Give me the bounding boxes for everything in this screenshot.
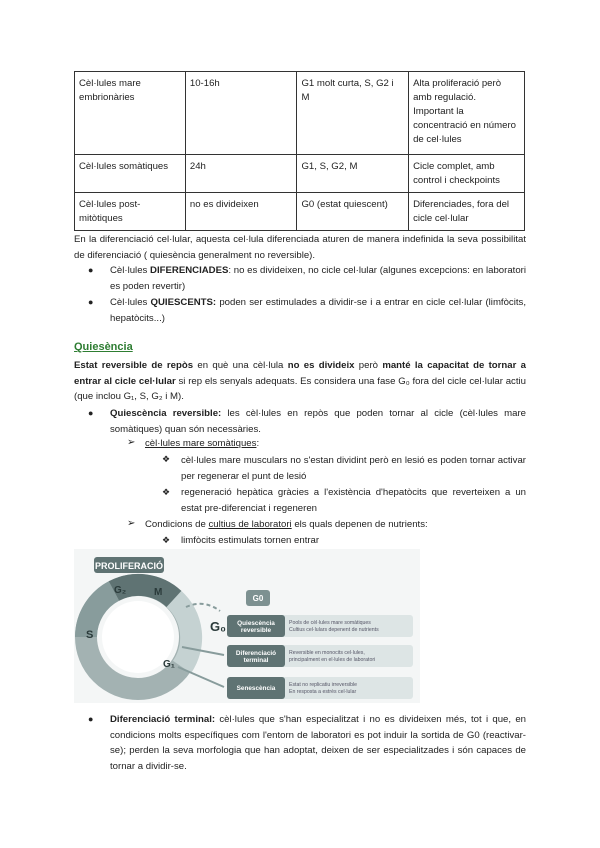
diamond-bullet-icon: ❖ xyxy=(162,454,171,464)
table-cell: Cèl·lules mare embrionàries xyxy=(75,72,186,155)
bullet-text: poden ser estimulades a dividir-se i a entrar en cicle cel·lular (limfòcits, hepatòcits...) xyxy=(110,297,526,324)
table-cell: Cèl·lules somàtiques xyxy=(75,155,186,193)
bullet-item xyxy=(110,295,526,326)
definition-text: en què una cèl·lula xyxy=(193,360,288,371)
section-title: Quiesència xyxy=(74,341,133,353)
definition-bold: manté la capacitat de tornar a entrar al cicle cel·lular xyxy=(74,360,526,387)
table-cell: G1, S, G2, M xyxy=(297,155,409,193)
terminal-title: Diferenciació terminal: xyxy=(110,714,216,725)
table-cell: G0 (estat quiescent) xyxy=(297,193,409,231)
sub-heading xyxy=(145,436,259,452)
bullet-prefix: Cèl·lules xyxy=(110,297,151,308)
proliferation-title: PROLIFERACIÓ xyxy=(94,561,164,571)
bullet-icon: ● xyxy=(88,297,94,307)
reversible-item xyxy=(110,406,526,437)
g0-option-desc: Reversible en monocits cel·lules, principalment en el·lules de laboratori xyxy=(289,650,376,663)
g0-header: G0 xyxy=(252,594,264,603)
g0-option-label: Quiescència reversible xyxy=(237,620,275,634)
table-cell: Alta proliferació però amb regulació. Important la concentració en número de cel·lules xyxy=(409,72,525,155)
sub-heading-text: els quals depenen de nutrients: xyxy=(291,519,428,530)
g0-option-label: Senescència xyxy=(236,685,276,692)
sub-heading-link: cultius de laboratori xyxy=(208,519,292,530)
definition-paragraph xyxy=(74,358,526,405)
cell-cycle-figure xyxy=(74,549,420,703)
table-cell: Diferenciades, fora del cicle cel·lular xyxy=(409,193,525,231)
terminal-item xyxy=(110,712,526,774)
table-cell: 10-16h xyxy=(185,72,297,155)
bullet-icon: ● xyxy=(88,408,94,418)
sub-heading-text: Condicions de xyxy=(145,519,209,530)
diamond-bullet-icon: ❖ xyxy=(162,487,171,497)
phase-s-label: S xyxy=(86,629,94,641)
phase-g2-label: G₂ xyxy=(114,585,127,596)
definition-text: si rep els senyals adequats. Es considera una fase G₀ fora del cicle cel·lular actiu (que inclou G₁, S, G₂ i M). xyxy=(74,375,526,402)
sub-item: regeneració hepàtica gràcies a l'existència d'hepatòcits que reverteixen a un estat pre-diferenciat i regeneren xyxy=(181,487,526,514)
table-cell: Cicle complet, amb control i checkpoints xyxy=(409,155,525,193)
table-cell: no es divideixen xyxy=(185,193,297,231)
g0-option-label: Diferenciació terminal xyxy=(235,650,277,664)
phase-g1-label: G₁ xyxy=(163,659,175,670)
table-cell: Cèl·lules post-mitòtiques xyxy=(75,193,186,231)
bullet-prefix: Cèl·lules xyxy=(110,265,151,276)
phase-m-label: M xyxy=(154,587,163,598)
g0-option-desc: Pools de cèl·lules mare somàtiques Cultius cel·lulars depenent de nutrients xyxy=(289,620,379,633)
bullet-icon: ● xyxy=(88,714,94,724)
definition-text: però xyxy=(354,360,383,371)
cell-cycle-table xyxy=(74,71,525,231)
definition-bold: no es divideix xyxy=(287,360,355,371)
bullet-bold: QUIESCENTS: xyxy=(150,297,217,308)
sub-heading xyxy=(145,517,428,533)
terminal-text: cèl·lules que s'han especialitzat i no es divideixen més, tot i que, en condicions molts específiques com l'entorn de laboratori es pot induir la sortida de G0 (reactivar-se); perden la seva morfologia que han adoptat, deixen de ser especialitzades i són capaces de tornar a dividir-se. xyxy=(110,714,526,772)
intro-paragraph: En la diferenciació cel·lular, aquesta cel·lula diferenciada aturen de manera indefinida la seva possibilitat de diferenciació ( quiesència generalment no reversible). xyxy=(74,234,526,261)
sub-item: limfòcits estimulats tornen entrar xyxy=(181,535,320,546)
reversible-text: les cèl·lules en repòs que poden tornar al cicle (cèl·lules mare somàtiques) quan són necessàries. xyxy=(110,408,526,435)
sub-item: cèl·lules mare musculars no s'estan dividint però en lesió es poden tornar activar per regenerar el punt de lesió xyxy=(181,455,526,482)
cell-cycle-diagram xyxy=(74,549,420,703)
bullet-item xyxy=(110,263,526,294)
arrow-bullet-icon: ➢ xyxy=(127,437,136,448)
table-cell: 24h xyxy=(185,155,297,193)
arrow-bullet-icon: ➢ xyxy=(127,518,136,529)
bullet-text: : no es divideixen, no cicle cel·lular (algunes excepcions: en laboratori es poden revertir) xyxy=(110,265,526,292)
bullet-bold: DIFERENCIADES xyxy=(150,265,229,276)
reversible-title: Quiescència reversible: xyxy=(110,408,222,419)
sub-heading-colon: : xyxy=(256,438,260,449)
phase-g0-label: G₀ xyxy=(210,619,226,634)
definition-bold: Estat reversible de repòs xyxy=(74,360,194,371)
table-row xyxy=(75,72,525,155)
g0-option-desc: Estat no replicatiu irreversible En resposta a estrès cel·lular xyxy=(289,682,358,695)
bullet-icon: ● xyxy=(88,265,94,275)
table-row xyxy=(75,155,525,193)
table-cell: G1 molt curta, S, G2 i M xyxy=(297,72,409,155)
sub-heading-label: cèl·lules mare somàtiques xyxy=(145,438,257,449)
diamond-bullet-icon: ❖ xyxy=(162,535,171,545)
table-row xyxy=(75,193,525,231)
